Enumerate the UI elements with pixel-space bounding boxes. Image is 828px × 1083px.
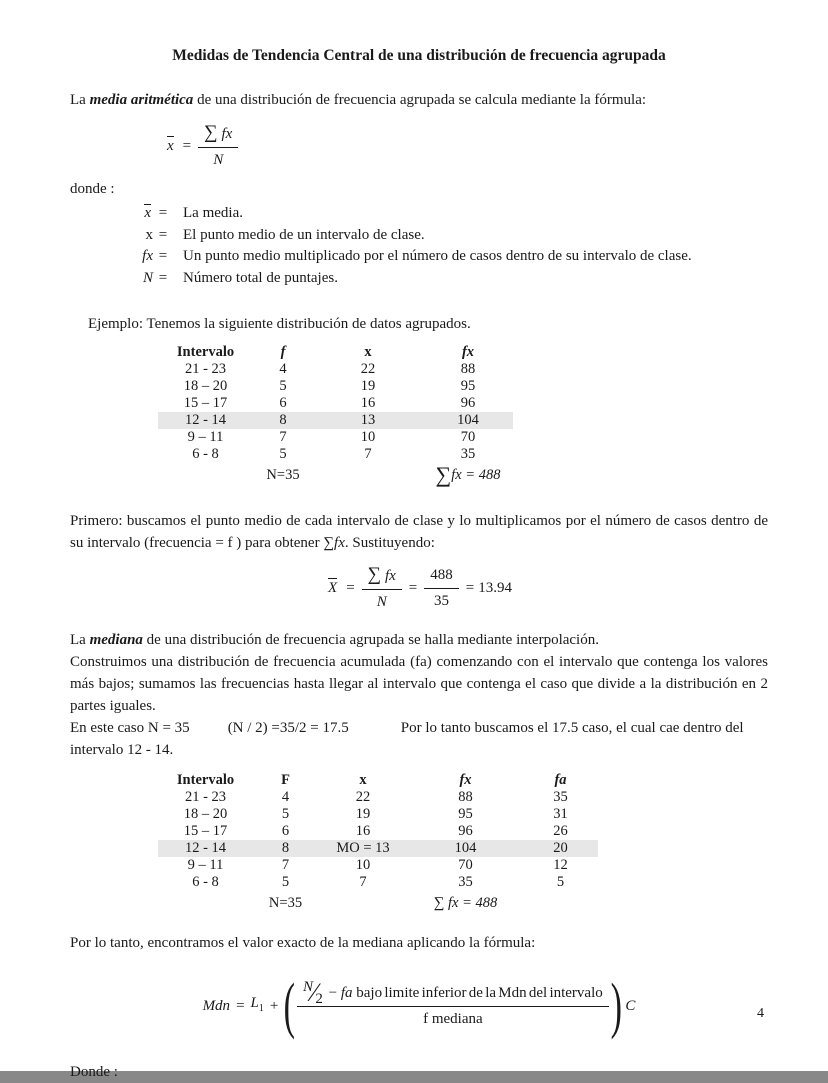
table-cell: 88	[460, 361, 476, 377]
table-cell: 26	[553, 823, 568, 839]
table-row-highlighted	[158, 412, 513, 429]
definitions-list	[125, 203, 768, 289]
def-symbol-xbar: x	[142, 203, 153, 225]
definition-row	[125, 268, 768, 290]
table-cell-mode: MO = 13	[318, 840, 408, 857]
def-symbol-n: N	[142, 269, 153, 286]
plus-sign: +	[269, 998, 279, 1014]
fraction	[198, 122, 238, 171]
column-header: fx	[461, 343, 475, 360]
table-cell: 104	[408, 840, 523, 857]
table-cell: 7	[359, 874, 367, 890]
table-row	[158, 806, 598, 823]
table-cell: 21 - 23	[184, 789, 227, 805]
table-cell: 10	[360, 429, 376, 445]
fraction-denominator: f mediana	[423, 1011, 483, 1027]
fraction-numerator	[362, 564, 402, 590]
def-symbol-fx: fx	[142, 248, 153, 264]
median-formula-intro: Por lo tanto, encontramos el valor exacto de la mediana aplicando la fórmula:	[70, 935, 536, 951]
fraction-denominator: 35	[434, 593, 449, 609]
column-header: x	[359, 771, 367, 788]
median-line-3	[70, 717, 768, 761]
table-row	[158, 361, 513, 378]
table-row	[158, 874, 598, 891]
median-formula	[203, 969, 636, 1043]
fx-symbol: fx	[334, 535, 345, 551]
table-cell: 12 - 14	[158, 840, 253, 857]
fraction-denominator: N	[213, 151, 224, 168]
table-cell: 20	[523, 840, 598, 857]
equals-sign: =	[236, 998, 245, 1014]
table-cell: 5	[281, 874, 290, 890]
table-cell: 5	[279, 378, 287, 394]
table-cell: 22	[360, 361, 376, 377]
total-n: N=35	[266, 466, 300, 483]
equals-sign: =	[182, 138, 192, 154]
fraction-numerator	[198, 122, 238, 148]
minus-sign: −	[328, 985, 338, 1001]
intro-term: media aritmética	[89, 92, 194, 108]
primero-paragraph	[70, 510, 768, 554]
table-row	[158, 395, 513, 412]
table-cell: 5	[281, 806, 290, 822]
sum-fx	[423, 463, 513, 487]
table-cell: 13	[313, 412, 423, 429]
column-header: fx	[459, 771, 472, 788]
n-over-2	[303, 978, 323, 1007]
column-header: Intervalo	[176, 343, 235, 360]
table-row	[158, 446, 513, 463]
table-cell: 35	[458, 874, 473, 890]
column-header: x	[364, 343, 372, 360]
table-cell: 21 - 23	[184, 361, 227, 377]
table-header-row	[158, 771, 598, 789]
sigma-symbol: ∑	[433, 894, 445, 911]
table-cell: 96	[458, 823, 473, 839]
page-number: 4	[757, 1006, 764, 1021]
equals-sign: =	[158, 248, 168, 264]
intro-paragraph	[70, 89, 768, 111]
table-cell: 12 - 14	[158, 412, 253, 429]
primero-text-1: Primero: buscamos el punto medio de cada intervalo de clase y lo multiplicamos por el número de casos dentro de su intervalo (frecuencia = f ) para obtener	[70, 513, 768, 551]
open-paren: (	[283, 972, 296, 1040]
table-cell	[523, 891, 598, 915]
sigma-symbol: ∑	[323, 535, 335, 551]
table-cell: 16	[360, 395, 376, 411]
equals-sign: =	[346, 580, 355, 596]
table-cell: 6 - 8	[192, 446, 219, 462]
table-cell: 9 – 11	[187, 429, 224, 445]
case-n-text: En este caso N = 35	[70, 720, 190, 736]
fraction-numerator: 488	[424, 564, 459, 589]
fraction-slash: ⁄	[312, 978, 317, 1007]
table-cell: 35	[460, 446, 476, 462]
sigma-symbol: ∑	[367, 563, 382, 585]
equals-sign: =	[158, 226, 168, 243]
equals-sign: =	[158, 269, 168, 286]
table-cell: 8	[253, 412, 313, 429]
table-cell: 95	[458, 806, 473, 822]
fx-symbol: fx	[221, 125, 233, 142]
equals-sign: =	[465, 580, 475, 596]
table-cell: 35	[553, 789, 568, 805]
table-row	[158, 378, 513, 395]
page-title: Medidas de Tendencia Central de una distribución de frecuencia agrupada	[172, 47, 666, 64]
mean-result: 13.94	[478, 580, 512, 596]
table-cell: 4	[281, 789, 290, 805]
donde2-label: Donde :	[70, 1064, 118, 1080]
definition-text: El punto medio de un intervalo de clase.	[183, 226, 425, 243]
median-suffix: de una distribución de frecuencia agrupada se halla mediante interpolación.	[142, 632, 599, 648]
close-paren: )	[610, 972, 622, 1040]
two-symbol: 2	[315, 991, 323, 1007]
median-section	[70, 629, 768, 761]
table-cell: 16	[355, 823, 371, 839]
table-footer-row	[158, 891, 598, 915]
intro-prefix: La	[70, 92, 90, 108]
sigma-symbol: ∑	[435, 462, 452, 487]
l1-symbol	[251, 992, 264, 1020]
frequency-table-2	[158, 771, 598, 915]
fraction-denominator: N	[376, 593, 387, 610]
table-cell: 7	[364, 446, 372, 462]
definition-row	[125, 225, 768, 247]
table-cell	[313, 463, 423, 487]
donde-label: donde :	[70, 181, 115, 197]
n-over-2-text: (N / 2) =35/2 = 17.5	[227, 720, 349, 736]
table-row	[158, 823, 598, 840]
column-header: F	[281, 771, 290, 788]
fraction-numerator	[297, 978, 609, 1007]
fx-symbol: fx	[384, 567, 396, 584]
table-header-row	[158, 343, 513, 361]
fraction	[424, 564, 459, 612]
xbar-symbol: x	[165, 135, 176, 157]
table-cell: 7	[279, 429, 287, 445]
table-cell: 6	[281, 823, 290, 839]
definition-text: La media.	[183, 205, 243, 221]
definition-row	[125, 246, 768, 268]
mdn-symbol: Mdn	[202, 998, 231, 1014]
table-cell: 4	[279, 361, 287, 377]
table-cell: 88	[458, 789, 473, 805]
table-cell: 12	[553, 857, 568, 873]
l-subscript: 1	[258, 1003, 264, 1014]
median-term: mediana	[89, 632, 143, 648]
definition-row	[125, 203, 768, 225]
column-header: fa	[554, 771, 567, 788]
median-prefix: La	[70, 632, 90, 648]
equals-sign: =	[408, 580, 418, 596]
median-formula-lhs	[203, 992, 279, 1020]
fraction	[362, 564, 402, 613]
frequency-table-1	[158, 343, 513, 487]
table-row	[158, 789, 598, 806]
median-line-1	[70, 629, 768, 651]
total-n: N=35	[268, 894, 303, 911]
table-row	[158, 429, 513, 446]
def-symbol-x: x	[145, 226, 153, 243]
column-header: Intervalo	[176, 771, 235, 788]
xbar-symbol: X	[326, 577, 339, 599]
table-cell: 18 – 20	[183, 806, 228, 822]
sum-fx	[408, 891, 523, 915]
l-symbol: L	[250, 995, 259, 1011]
fraction	[297, 978, 609, 1030]
numerator-text: bajo limite inferior de la Mdn del intervalo	[356, 985, 603, 1001]
table-cell: 22	[355, 789, 371, 805]
table-cell: 104	[423, 412, 513, 429]
table-cell: 9 – 11	[187, 857, 224, 873]
table-footer-row	[158, 463, 513, 487]
equals-sign: =	[158, 205, 168, 221]
table-cell: 5	[556, 874, 565, 890]
table-cell: 7	[281, 857, 290, 873]
column-header: f	[280, 343, 286, 360]
table-row	[158, 857, 598, 874]
example-intro: Ejemplo: Tenemos la siguiente distribución de datos agrupados.	[88, 316, 471, 332]
table-cell	[318, 891, 408, 915]
sigma-symbol: ∑	[204, 121, 218, 143]
table-cell: 6 - 8	[192, 874, 219, 890]
table-cell: 10	[355, 857, 371, 873]
mean-formula	[165, 121, 768, 171]
fa-symbol: fa	[340, 985, 353, 1001]
table-cell: 95	[460, 378, 476, 394]
table-cell: 19	[355, 806, 371, 822]
table-cell: 5	[279, 446, 287, 462]
definition-text: Número total de puntajes.	[183, 269, 338, 286]
n-symbol: N	[303, 979, 314, 995]
table-cell	[158, 891, 253, 915]
case-result-text: Por lo tanto buscamos el 17.5 caso, el cual cae dentro del intervalo 12 - 14.	[70, 720, 744, 758]
table-cell: 8	[253, 840, 318, 857]
table-cell: 18 – 20	[183, 378, 228, 394]
median-line-2: Construimos una distribución de frecuencia acumulada (fa) comenzando con el intervalo que contenga los valores más bajos; sumamos las frecuencias hasta llegar al intervalo que contenga el caso que divide a la distribución en 2 partes iguales.	[70, 654, 768, 714]
table-cell: 15 – 17	[183, 395, 228, 411]
sum-fx-value: fx = 488	[448, 894, 498, 911]
substitution-formula	[326, 562, 512, 614]
table-cell: 70	[460, 429, 476, 445]
primero-text-2: . Sustituyendo:	[344, 535, 435, 551]
table-cell	[158, 463, 253, 487]
table-cell: 19	[360, 378, 376, 394]
table-row-highlighted	[158, 840, 598, 857]
intro-suffix: de una distribución de frecuencia agrupada se calcula mediante la fórmula:	[193, 92, 647, 108]
c-coefficient: C	[625, 998, 636, 1014]
table-cell: 96	[460, 395, 476, 411]
definition-text: Un punto medio multiplicado por el número de casos dentro de su intervalo de clase.	[183, 248, 692, 264]
table-cell: 70	[458, 857, 473, 873]
table-cell: 31	[553, 806, 568, 822]
table-cell: 15 – 17	[183, 823, 228, 839]
table-cell: 6	[279, 395, 287, 411]
sum-fx-value: fx = 488	[451, 467, 501, 483]
